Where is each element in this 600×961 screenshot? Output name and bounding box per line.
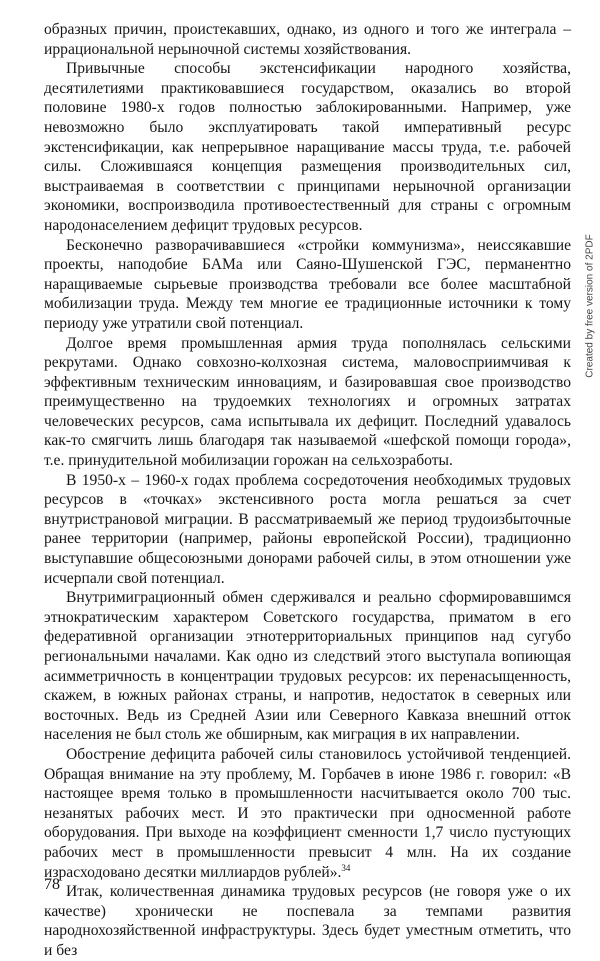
watermark [583, 216, 597, 396]
watermark-text: Created by free version of 2PDF [584, 234, 596, 378]
paragraph: Долгое время промышленная армия труда пополнялась сельскими рекрутами. Однако совхозно-колхозная система, маловосприимчивая к эффективным техническим инновациям, и базировавшая свое производство преимущественно на трудоемких технологиях и огромных затратах человеческих ресурсов, сама испытывала их дефицит. Последний удавалось как-то смягчить лишь благодаря так называемой «шефской помощи города», т.е. принудительной мобилизации горожан на сельхозработы. [44, 334, 571, 470]
paragraph: образных причин, проистекавших, однако, из одного и того же интеграла – иррациональной нерыночной системы хозяйствования. [44, 21, 571, 58]
paragraph: Бесконечно разворачивавшиеся «стройки коммунизма», неиссякавшие проекты, наподобие БАМа или Саяно-Шушенской ГЭС, перманентно наращиваемые сырьевые производства требовали все более масштабной мобилизации труда. Между тем многие ее традиционные источники к тому периоду уже утратили свой потенциал. [44, 236, 571, 332]
paragraph: Привычные способы экстенсификации народного хозяйства, десятилетиями практиковавшиеся государством, оказались во второй половине 1980-х годов полностью заблокированными. Например, уже невозможно было эксплуатировать такой императивный ресурс экстенсификации, как непрерывное наращивание массы труда, т.е. рабочей силы. Сложившаяся концепция размещения производительных сил, выстраиваемая в соответствии с принципами нерыночной организации экономики, воспроизводила противоестественный для страны с огромным народонаселением дефицит трудовых ресурсов. [44, 60, 571, 234]
footnote-marker: 34 [341, 862, 351, 873]
page-number: 78 [44, 876, 60, 893]
paragraph-text: Обострение дефицита рабочей силы становилось устойчивой тенденцией. Обращая внимание на эту проблему, М. Горбачев в июне 1986 г. говорил: «В настоящее время только в промышленности насчитывается около 700 тыс. незанятых рабочих мест. И это практически при односменной работе оборудования. При выходе на коэффициент сменности 1,7 число пустующих рабочих мест в промышленности превысит 4 млн. На их создание израсходовано десятки миллиардов рублей». [44, 745, 571, 881]
paragraph: В 1950-х – 1960-х годах проблема сосредоточения необходимых трудовых ресурсов в «точках» экстенсивного роста могла решаться за счет внутристрановой миграции. В рассматриваемый же период трудоизбыточные ранее территории (например, районы европейской России), традиционно выступавшие общесоюзными донорами рабочей силы, в этом отношении уже исчерпали свой потенциал. [44, 471, 571, 587]
paragraph-quote [44, 745, 571, 882]
paragraph: Внутримиграционный обмен сдерживался и реально сформировавшимся этнократическим характером Советского государства, приматом в его федеративной организации этнотерриториальных принципов над сугубо региональными началами. Как одно из следствий этого выступала вопиющая асимметричность в концентрации трудовых ресурсов: их перенасыщенность, скажем, в южных районах страны, и напротив, недостаток в северных или восточных. Ведь из Средней Азии или Северного Кавказа внешний отток населения не был столь же обширным, как миграция в их направлении. [44, 589, 571, 744]
paragraph: Итак, количественная динамика трудовых ресурсов (не говоря уже о их качестве) хронически не поспевала за темпами развития народнохозяйственной инфраструктуры. Здесь будет уместным отметить, что и без [44, 883, 571, 959]
text-body [44, 20, 571, 961]
